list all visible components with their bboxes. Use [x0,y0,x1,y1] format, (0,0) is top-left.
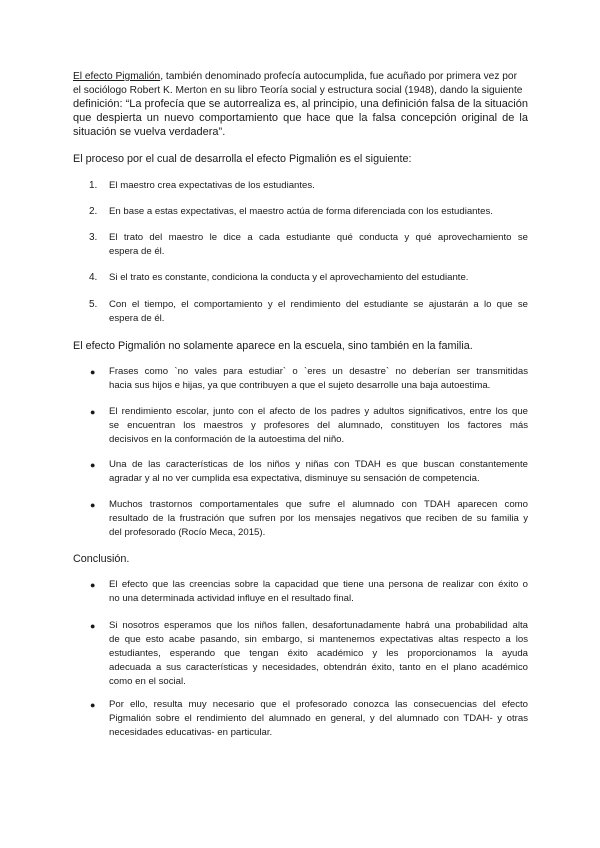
process-item-4: 4. Si el trato es constante, condiciona la conducta y el aprovechamiento del estudiante. [89,272,469,283]
bullet-icon: ● [90,621,96,631]
conclusion-heading: Conclusión. [73,553,130,565]
title-link[interactable]: El efecto Pigmalión [73,71,161,82]
intro-line-5: situación se vuelva verdadera”. [73,126,226,139]
process-item-2: 2. En base a estas expectativas, el maestro actúa de forma diferenciada con los estudiantes. [89,206,493,217]
process-heading: El proceso por el cual de desarrolla el efecto Pigmalión es el siguiente: [73,153,412,165]
bullet-icon: ● [90,367,96,377]
intro-line-4: que despierta un nuevo comportamiento que hace que la falsa concepción original de la [73,112,528,125]
intro-line-1: , también denominado profecía autocumplida, fue acuñado por primera vez por [160,71,517,82]
family-bullet-2: ● El rendimiento escolar, junto con el afecto de los padres y adultos significativos, entre los que se encuentran los maestros y profesores del alumnado, constituyen los factores más decisivos en la conformación de la autoestima del niño. [90,406,528,445]
bullet-icon: ● [90,700,96,710]
process-item-1: 1. El maestro crea expectativas de los estudiantes. [89,180,315,191]
conclusion-bullet-2: ● Si nosotros esperamos que los niños fallen, desafortunadamente habrá una probabilidad alta de que esto acabe pasando, sin embargo, si mantenemos expectativas altas respecto a los estudiantes, esperando que tengan éxito académico y les proporcionamos la ayuda adecuada a sus características y necesidades, obtendrán éxito, tanto en el plano académico como en el social. [90,620,528,687]
intro-paragraph [73,70,528,139]
family-bullet-1: ● Frases como `no vales para estudiar` o `eres un desastre` no deberían ser transmitidas hacia sus hijos e hijas, ya que contribuyen a que el sujeto desarrolle una baja autoestima. [90,366,528,391]
process-item-5: 5. Con el tiempo, el comportamiento y el rendimiento del estudiante se ajustarán a lo que se espera de él. [89,299,528,324]
family-heading: El efecto Pigmalión no solamente aparece en la escuela, sino también en la familia. [73,340,473,352]
intro-line-3: definición: “La profecía que se autorrealiza es, al principio, una definición falsa de la situación [73,98,528,111]
conclusion-bullet-1: ● El efecto que las creencias sobre la capacidad que tiene una persona de realizar con éxito o no una determinada actividad influye en el resultado final. [90,579,528,604]
intro-line-2: el sociólogo Robert K. Merton en su libro Teoría social y estructura social (1948), dando la siguiente [73,84,523,96]
conclusion-bullet-3: ● Por ello, resulta muy necesario que el profesorado conozca las consecuencias del efecto Pigmalión sobre el rendimiento del alumnado en general, y del alumnado con TDAH- y otras necesidades educativas- en particular. [90,699,528,738]
bullet-icon: ● [90,460,96,470]
bullet-icon: ● [90,500,96,510]
family-bullet-4: ● Muchos trastornos comportamentales que sufre el alumnado con TDAH aparecen como resultado de la frustración que sufren por los mensajes negativos que reciben de su familia y del profesorado (Rocío Meca, 2015). [90,499,528,538]
family-bullet-3: ● Una de las características de los niños y niñas con TDAH es que buscan constantemente agradar y al no ver cumplida esa expectativa, disminuye su sensación de competencia. [90,459,528,484]
bullet-icon: ● [90,580,96,590]
process-item-3: 3. El trato del maestro le dice a cada estudiante qué conducta y qué aprovechamiento se espera de él. [89,232,528,257]
bullet-icon: ● [90,407,96,417]
